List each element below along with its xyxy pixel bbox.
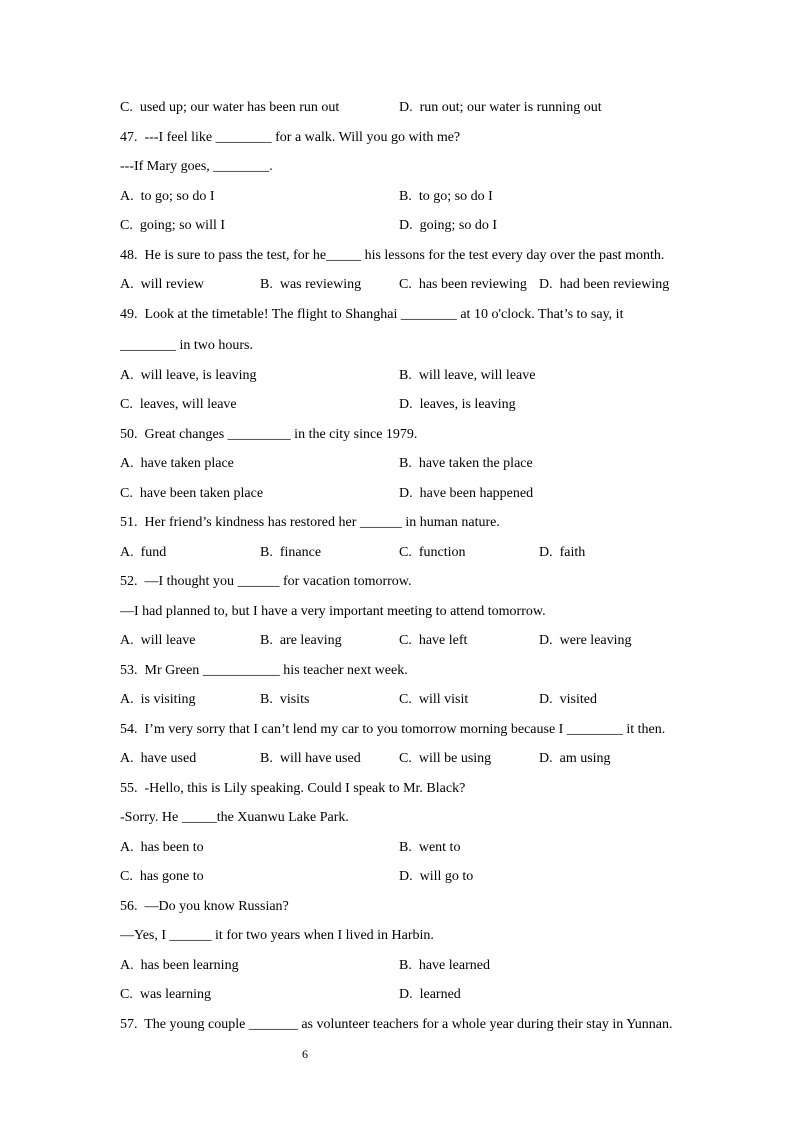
q46-option-c: C. used up; our water has been run out bbox=[120, 100, 340, 115]
q47-stem-2: ---If Mary goes, ________. bbox=[120, 159, 273, 174]
q56-option-a: A. has been learning bbox=[120, 958, 239, 973]
q50-option-a: A. have taken place bbox=[120, 456, 234, 471]
q54-option-b: B. will have used bbox=[260, 751, 361, 766]
q55-option-a: A. has been to bbox=[120, 840, 204, 855]
q51-option-c: C. function bbox=[399, 545, 466, 560]
q48-stem: 48. He is sure to pass the test, for he_____ his lessons for the test every day over the past month. bbox=[120, 248, 665, 263]
q51-option-b: B. finance bbox=[260, 545, 322, 560]
q49-option-a: A. will leave, is leaving bbox=[120, 368, 257, 383]
q52-stem: 52. —I thought you ______ for vacation tomorrow. bbox=[120, 574, 412, 589]
q48-option-c: C. has been reviewing bbox=[399, 277, 527, 292]
q48-option-a: A. will review bbox=[120, 277, 204, 292]
q46-option-d: D. run out; our water is running out bbox=[399, 100, 602, 115]
q51-stem: 51. Her friend’s kindness has restored her ______ in human nature. bbox=[120, 515, 500, 530]
q53-option-b: B. visits bbox=[260, 692, 310, 707]
q54-option-d: D. am using bbox=[539, 751, 611, 766]
q53-option-a: A. is visiting bbox=[120, 692, 196, 707]
q52-option-d: D. were leaving bbox=[539, 633, 632, 648]
q47-option-b: B. to go; so do I bbox=[399, 189, 493, 204]
q47-stem: 47. ---I feel like ________ for a walk. Will you go with me? bbox=[120, 130, 461, 145]
q49-option-b: B. will leave, will leave bbox=[399, 368, 536, 383]
q54-stem: 54. I’m very sorry that I can’t lend my car to you tomorrow morning because I ________ it then. bbox=[120, 722, 666, 737]
q55-stem: 55. -Hello, this is Lily speaking. Could I speak to Mr. Black? bbox=[120, 781, 466, 796]
q50-option-b: B. have taken the place bbox=[399, 456, 533, 471]
q51-option-a: A. fund bbox=[120, 545, 167, 560]
q53-stem: 53. Mr Green ___________ his teacher next week. bbox=[120, 663, 408, 678]
q49-stem-2: ________ in two hours. bbox=[120, 338, 253, 353]
q55-option-c: C. has gone to bbox=[120, 869, 204, 884]
q50-option-c: C. have been taken place bbox=[120, 486, 264, 501]
q52-stem-2: —I had planned to, but I have a very important meeting to attend tomorrow. bbox=[120, 604, 546, 619]
q56-stem-2: —Yes, I ______ it for two years when I lived in Harbin. bbox=[120, 928, 434, 943]
q48-option-b: B. was reviewing bbox=[260, 277, 362, 292]
q55-option-b: B. went to bbox=[399, 840, 461, 855]
q54-option-a: A. have used bbox=[120, 751, 197, 766]
q55-stem-2: -Sorry. He _____the Xuanwu Lake Park. bbox=[120, 810, 349, 825]
q47-option-a: A. to go; so do I bbox=[120, 189, 215, 204]
q57-stem: 57. The young couple _______ as volunteer teachers for a whole year during their stay in Yunnan. bbox=[120, 1017, 673, 1032]
q52-option-c: C. have left bbox=[399, 633, 468, 648]
q51-option-d: D. faith bbox=[539, 545, 586, 560]
q47-option-d: D. going; so do I bbox=[399, 218, 497, 233]
q50-stem: 50. Great changes _________ in the city since 1979. bbox=[120, 427, 418, 442]
q52-option-a: A. will leave bbox=[120, 633, 196, 648]
q54-option-c: C. will be using bbox=[399, 751, 492, 766]
page-number: 6 bbox=[302, 1047, 308, 1061]
q50-option-d: D. have been happened bbox=[399, 486, 534, 501]
q49-option-c: C. leaves, will leave bbox=[120, 397, 237, 412]
q47-option-c: C. going; so will I bbox=[120, 218, 226, 233]
q56-stem: 56. —Do you know Russian? bbox=[120, 899, 289, 914]
q55-option-d: D. will go to bbox=[399, 869, 474, 884]
q49-option-d: D. leaves, is leaving bbox=[399, 397, 516, 412]
q56-option-b: B. have learned bbox=[399, 958, 490, 973]
q48-option-d: D. had been reviewing bbox=[539, 277, 670, 292]
q49-stem: 49. Look at the timetable! The flight to Shanghai ________ at 10 o'clock. That’s to say, it bbox=[120, 307, 624, 322]
q53-option-d: D. visited bbox=[539, 692, 597, 707]
q56-option-d: D. learned bbox=[399, 987, 461, 1002]
q52-option-b: B. are leaving bbox=[260, 633, 342, 648]
q53-option-c: C. will visit bbox=[399, 692, 469, 707]
q56-option-c: C. was learning bbox=[120, 987, 211, 1002]
